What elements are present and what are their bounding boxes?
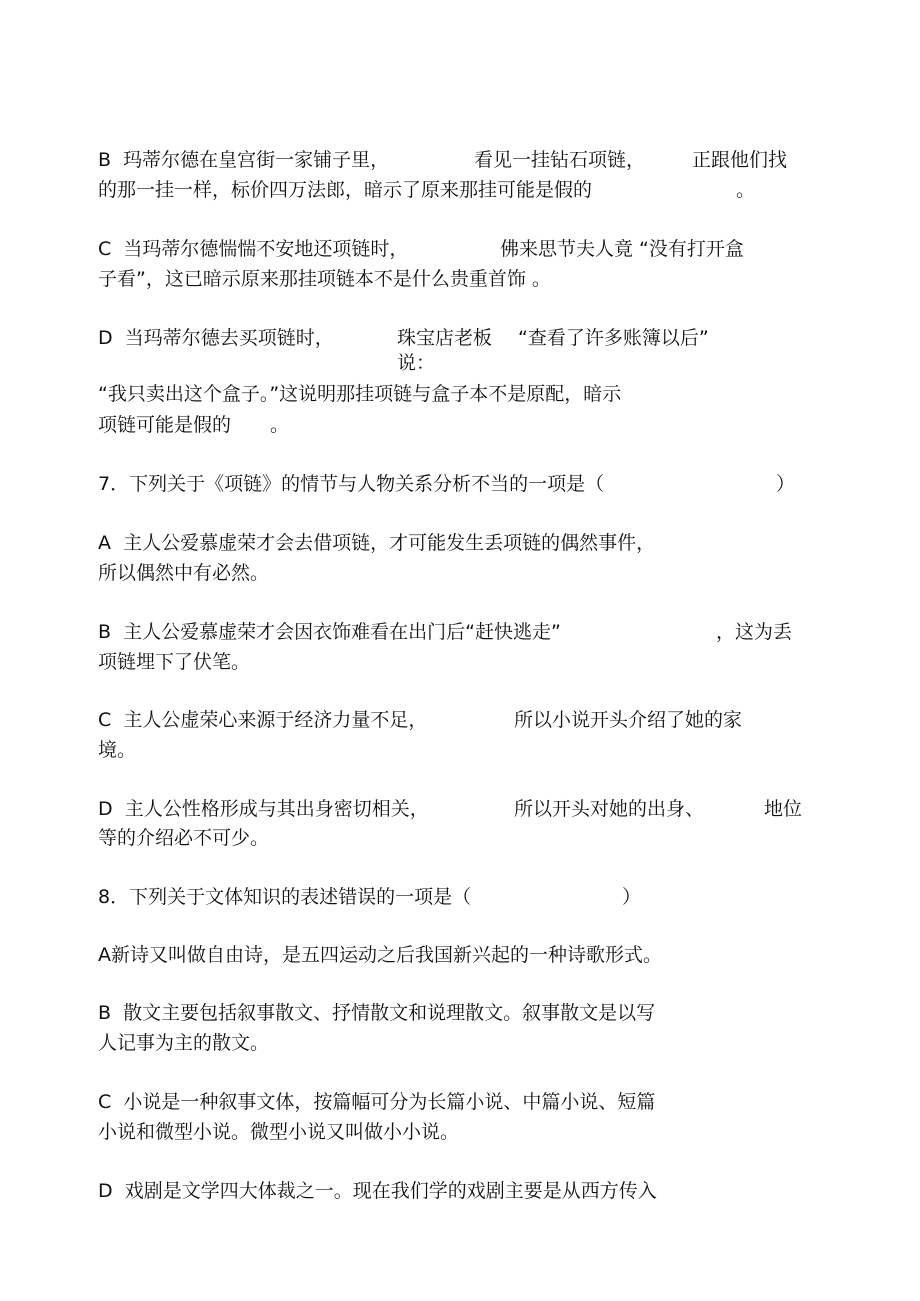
q7-option-b-line2: 项链埋下了伏笔。 [98, 651, 251, 673]
question-8-stem: 8．下列关于文体知识的表述错误的一项是（ [98, 886, 472, 908]
q7-option-c-line1-part1: C 主人公虚荣心来源于经济力量不足， [98, 709, 428, 731]
q6-option-d-line1-part4: 说： [397, 352, 436, 374]
q6-option-d-line1-part3: “查看了许多账簿以后” [518, 327, 709, 349]
q6-option-b-line1-part1: B 玛蒂尔德在皇宫街一家铺子里， [98, 149, 390, 171]
q8-option-c-line1: C 小说是一种叙事文体，按篇幅可分为长篇小说、中篇小说、短篇 [98, 1091, 656, 1113]
q6-option-c-line1-part1: C 当玛蒂尔德惴惴不安地还项链时， [98, 238, 409, 260]
q8-option-b-line1: B 散文主要包括叙事散文、抒情散文和说理散文。叙事散文是以写 [98, 1002, 656, 1024]
question-7-close-paren: ） [776, 473, 796, 495]
q7-option-d-line2: 等的介绍必不可少。 [98, 827, 270, 849]
question-8-close-paren: ） [622, 886, 642, 908]
q7-option-a-line2: 所以偶然中有必然。 [98, 562, 270, 584]
q6-option-b-line2-part1: 的那一挂一样，标价四万法郎，暗示了原来那挂可能是假的 [98, 179, 593, 201]
q8-option-d-line1: D 戏剧是文学四大体裁之一。现在我们学的戏剧主要是从西方传入 [98, 1180, 657, 1202]
q6-option-d-line3-part2: 。 [270, 414, 290, 436]
q6-option-b-line2-part2: 。 [736, 179, 756, 201]
q7-option-d-line1-part2: 所以开头对她的出身、 [514, 798, 705, 820]
q7-option-c-line2: 境。 [98, 739, 137, 761]
q7-option-b-line1-part1: B 主人公爱慕虚荣才会因衣饰难看在出门后“赶快逃走” [98, 621, 561, 643]
q6-option-c-line1-part2: 佛来思节夫人竟 “没有打开盒 [500, 238, 744, 260]
q7-option-d-line1-part3: 地位 [764, 798, 803, 820]
q8-option-a-line1: A新诗又叫做自由诗，是五四运动之后我国新兴起的一种诗歌形式。 [98, 944, 662, 966]
q7-option-d-line1-part1: D 主人公性格形成与其出身密切相关， [98, 798, 429, 820]
q6-option-d-line2: “我只卖出这个盒子。”这说明那挂项链与盒子本不是原配，暗示 [98, 383, 622, 405]
q6-option-b-line1-part2: 看见一挂钻石项链， [474, 149, 646, 171]
q6-option-c-line2: 子看”，这已暗示原来那挂项链本不是什么贵重首饰 。 [98, 268, 551, 290]
q6-option-d-line3-part1: 项链可能是假的 [98, 414, 232, 436]
q8-option-b-line2: 人记事为主的散文。 [98, 1032, 270, 1054]
q7-option-c-line1-part2: 所以小说开头介绍了她的家 [514, 709, 743, 731]
q6-option-d-line1-part2: 珠宝店老板 [397, 327, 493, 349]
q8-option-c-line2: 小说和微型小说。微型小说又叫做小小说。 [98, 1121, 460, 1143]
q6-option-b-line1-part3: 正跟他们找 [692, 149, 788, 171]
q7-option-a-line1: A 主人公爱慕虚荣才会去借项链，才可能发生丢项链的偶然事件， [98, 532, 656, 554]
q7-option-b-line1-part2: ，这为丢 [716, 621, 793, 643]
q6-option-d-line1-part1: D 当玛蒂尔德去买项链时， [98, 327, 334, 349]
question-7-stem: 7．下列关于《项链》的情节与人物关系分析不当的一项是（ [98, 473, 605, 495]
